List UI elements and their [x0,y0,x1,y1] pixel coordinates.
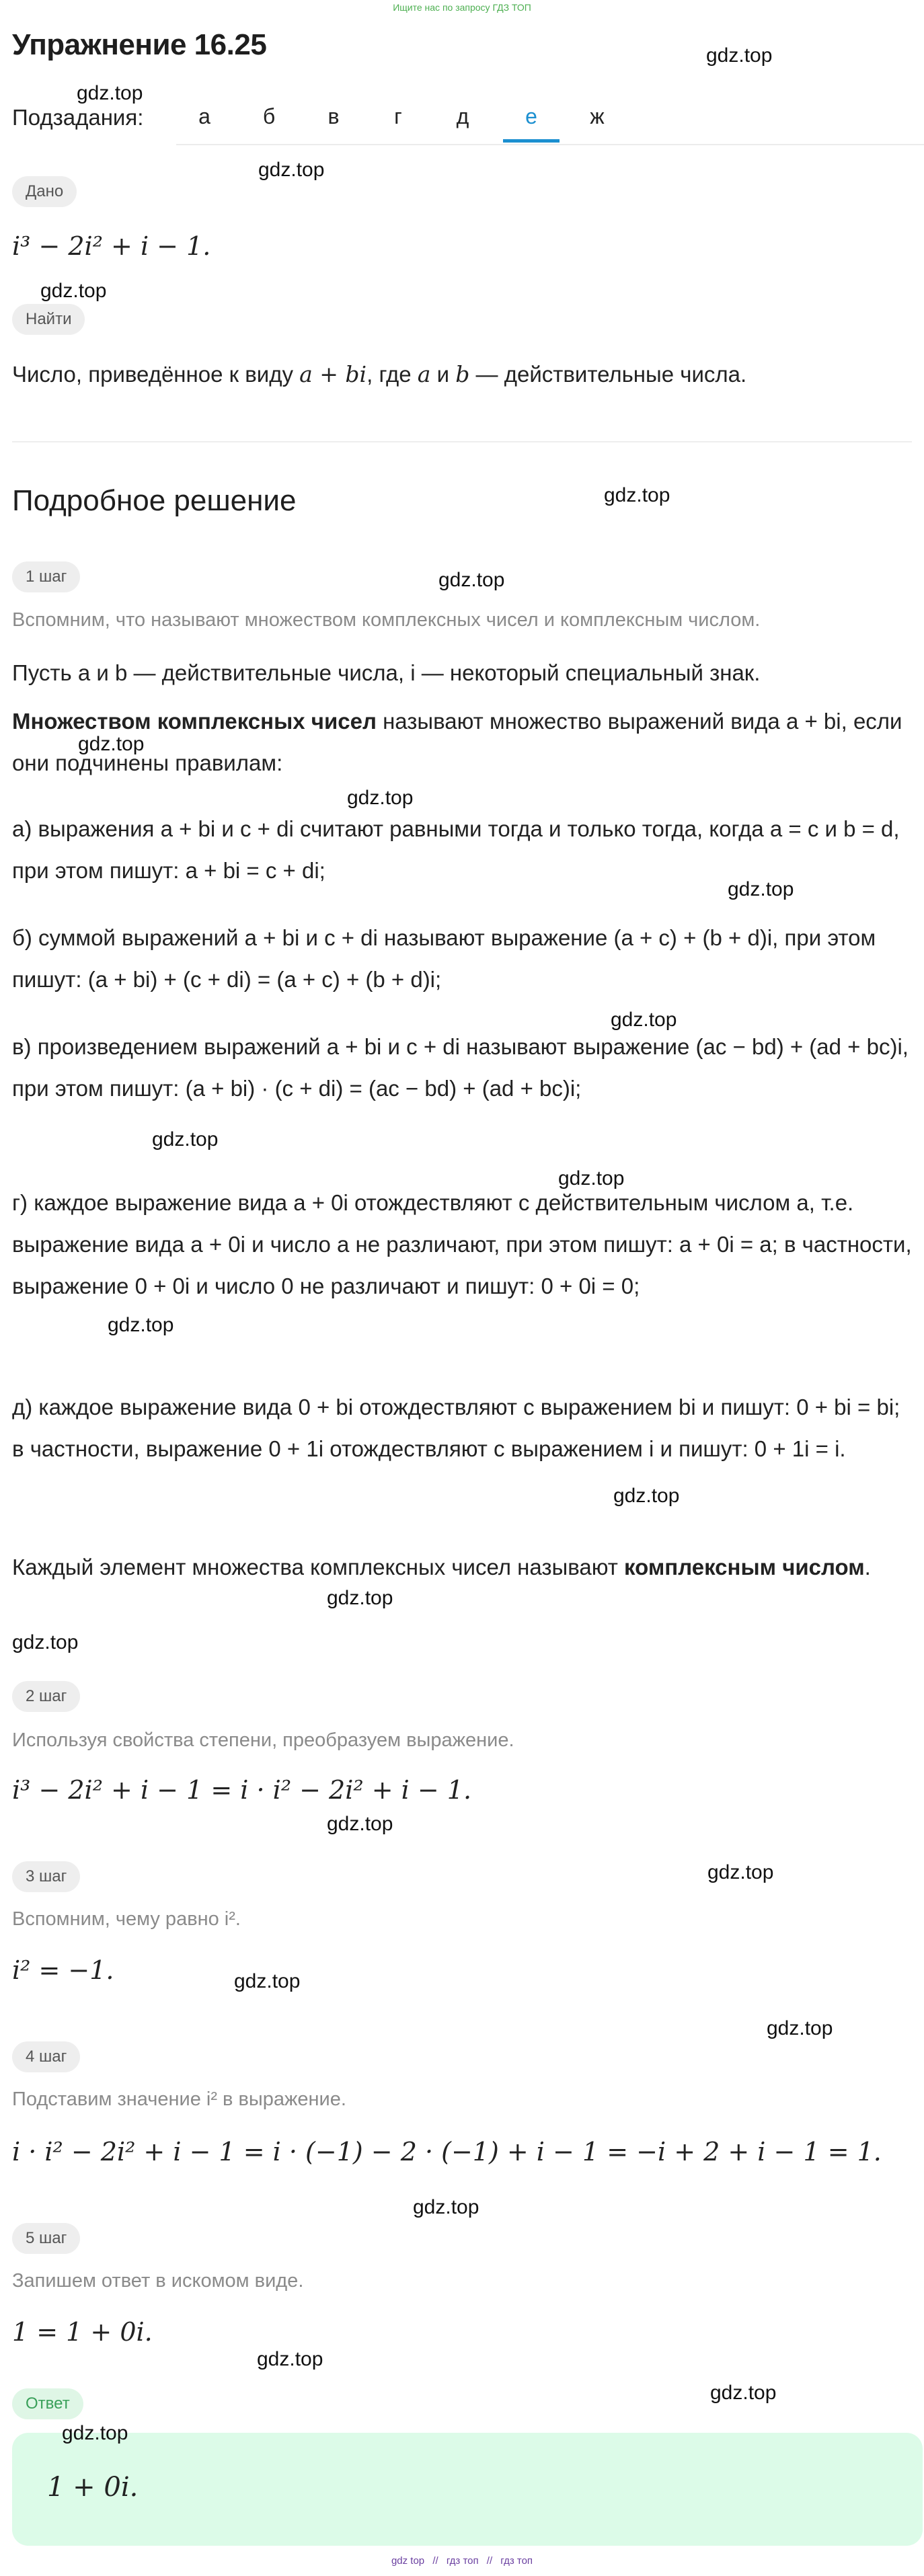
watermark: gdz.top [413,2196,479,2218]
tab-zh[interactable]: ж [590,104,605,128]
answer-value: 1 + 0i. [47,2472,139,2503]
watermark: gdz.top [604,484,670,506]
watermark: gdz.top [78,733,145,755]
watermark: gdz.top [40,280,107,302]
watermark: gdz.top [77,82,143,104]
footer-links [0,2555,924,2567]
watermark: gdz.top [611,1009,677,1031]
watermark: gdz.top [257,2348,323,2370]
step5-badge: 5 шаг [12,2223,80,2254]
given-expression: i³ − 2i² + i − 1. [12,231,211,261]
step3-badge: 3 шаг [12,1861,80,1892]
watermark: gdz.top [707,1861,774,1883]
watermark: gdz.top [438,569,505,591]
step1-p2: Множеством комплексных чисел называют множество выражений вида a + bi, если они подчинены правилам: [12,709,902,775]
tab-b[interactable]: б [262,104,276,128]
step1-hint: Вспомним, что называют множеством комплексных чисел и комплексным числом. [12,609,761,631]
step5-hint: Запишем ответ в искомом виде. [12,2270,304,2292]
tab-g[interactable]: г [394,104,402,128]
watermark: gdz.top [728,878,794,900]
step1-p3: Каждый элемент множества комплексных чисел называют комплексным числом. [12,1555,871,1579]
tab-e-active[interactable]: е [503,100,560,143]
given-badge: Дано [12,176,77,207]
find-badge: Найти [12,304,85,335]
page-title: Упражнение 16.25 [12,28,267,61]
subtasks-label: Подзадания: [12,105,144,130]
subtask-tabs [176,100,924,145]
footer-link[interactable]: гдз топ [500,2555,533,2567]
step3-equation: i² = −1. [12,1955,114,1985]
step5-equation: 1 = 1 + 0i. [12,2317,153,2347]
watermark: gdz.top [152,1128,219,1150]
step1-rule-a: а) выражения a + bi и c + di считают равными тогда и только тогда, когда a = c и b = d, при этом пишут: a + bi = c + di; [12,816,900,883]
tab-a[interactable]: а [198,104,210,128]
footer-separator: // [486,2555,493,2567]
divider [12,441,912,442]
watermark: gdz.top [234,1970,301,1992]
top-banner: Ищите нас по запросу ГДЗ ТОП [393,2,531,13]
footer-link[interactable]: гдз топ [446,2555,479,2567]
watermark: gdz.top [12,1631,79,1653]
watermark: gdz.top [327,1813,393,1835]
watermark: gdz.top [558,1167,625,1189]
watermark: gdz.top [706,44,773,67]
tab-v[interactable]: в [328,104,340,128]
step2-hint: Используя свойства степени, преобразуем выражение. [12,1729,514,1751]
step1-rule-b: б) суммой выражений a + bi и c + di называют выражение (a + c) + (b + d)i, при этом пишут: (a + bi) + (c + di) = (a + c) + (b + d)i; [12,925,876,992]
find-text: Число, приведённое к виду a + bi, где a и b — действительные числа. [12,361,747,387]
footer-separator: // [432,2555,438,2567]
footer-link[interactable]: gdz top [391,2555,425,2567]
step2-equation: i³ − 2i² + i − 1 = i · i² − 2i² + i − 1. [12,1775,472,1805]
solution-title: Подробное решение [12,484,297,517]
watermark: gdz.top [710,2382,777,2404]
watermark: gdz.top [258,159,325,181]
watermark: gdz.top [327,1587,393,1609]
tab-d[interactable]: д [456,104,469,128]
step1-rule-d: д) каждое выражение вида 0 + bi отождествляют с выражением bi и пишут: 0 + bi = bi; в частности, выражение 0 + 1i отождествляют с выражением i и пишут: 0 + 1i = i. [12,1395,900,1461]
watermark: gdz.top [767,2017,833,2039]
watermark: gdz.top [108,1314,174,1336]
step1-rule-v: в) произведением выражений a + bi и c + di называют выражение (ac − bd) + (ad + bc)i, при этом пишут: (a + bi) · (c + di) = (ac − bd) + (ad + bc)i; [12,1034,909,1101]
step4-hint: Подставим значение i² в выражение. [12,2089,346,2110]
step4-badge: 4 шаг [12,2041,80,2072]
watermark: gdz.top [62,2422,128,2444]
step1-rule-g: г) каждое выражение вида a + 0i отождествляют с действительным числом a, т.е. выражение вида a + 0i и число a не различают, при этом пишут: a + 0i = a; в частности, выражение 0 + 0i и число 0 не различают и пишут: 0 + 0i = 0; [12,1190,912,1298]
watermark: gdz.top [613,1485,680,1507]
step2-badge: 2 шаг [12,1681,80,1712]
answer-box [12,2433,923,2546]
step1-p1: Пусть a и b — действительные числа, i — некоторый специальный знак. [12,660,761,685]
step1-badge: 1 шаг [12,561,80,592]
step4-equation: i · i² − 2i² + i − 1 = i · (−1) − 2 · (−1) + i − 1 = −i + 2 + i − 1 = 1. [12,2137,882,2167]
answer-badge: Ответ [12,2388,83,2419]
watermark: gdz.top [347,787,414,809]
step3-hint: Вспомним, чему равно i². [12,1908,241,1930]
